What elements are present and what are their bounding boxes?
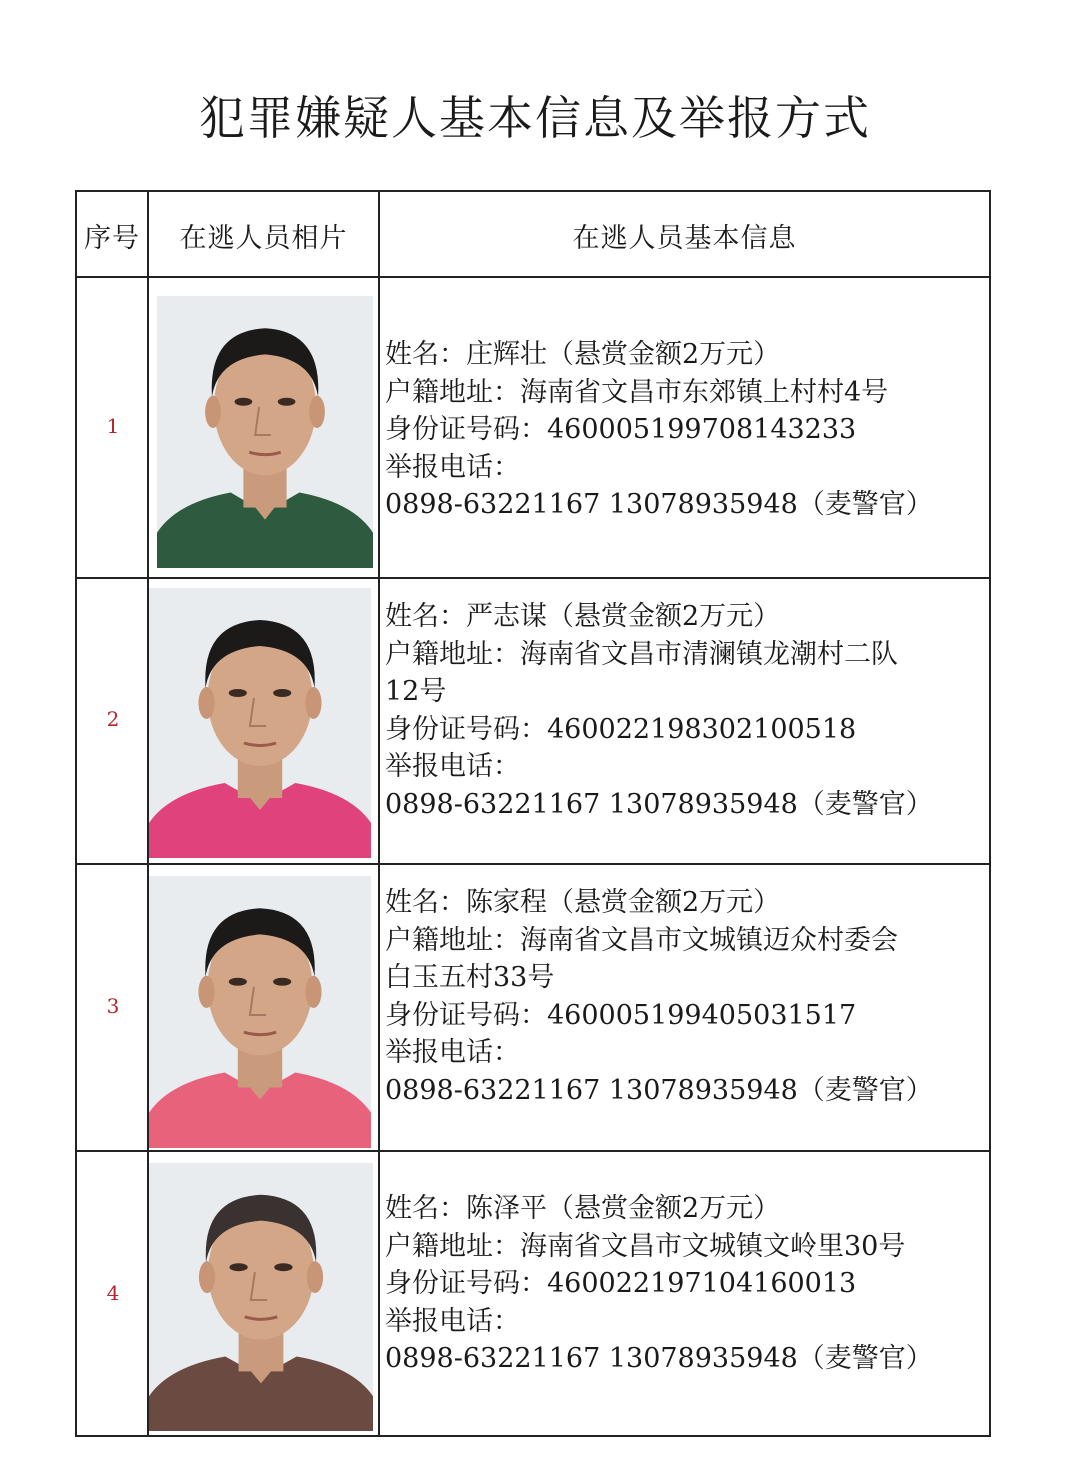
- address-line: 户籍地址：海南省文昌市东郊镇上村村4号: [385, 376, 889, 408]
- suspect-info: [385, 884, 933, 1110]
- id-number-line: 身份证号码：460005199708143233: [385, 414, 857, 446]
- address-line: 12号: [385, 676, 447, 708]
- suspect-table: [75, 190, 991, 1437]
- name-line: 姓名：陈泽平（悬赏金额2万元）: [385, 1193, 781, 1224]
- page-title: 犯罪嫌疑人基本信息及举报方式: [199, 91, 871, 145]
- address-line: 户籍地址：海南省文昌市清澜镇龙潮村二队: [385, 638, 898, 670]
- phone-label: 举报电话：: [385, 1305, 520, 1337]
- header-index: 序号: [84, 222, 140, 254]
- phone-label: 举报电话：: [385, 751, 520, 783]
- address-line: 白玉五村33号: [385, 962, 555, 994]
- header-photo: 在逃人员相片: [179, 222, 348, 254]
- address-line: 户籍地址：海南省文昌市文城镇迈众村委会: [385, 924, 898, 956]
- row-index: 2: [106, 707, 120, 731]
- suspect-photo: [149, 588, 371, 858]
- header-info: 在逃人员基本信息: [572, 222, 797, 254]
- suspect-info: [385, 336, 933, 524]
- phone-line: 0898-63221167 13078935948（麦警官）: [385, 788, 933, 820]
- name-line: 姓名：严志谋（悬赏金额2万元）: [385, 601, 781, 632]
- phone-label: 举报电话：: [385, 1037, 520, 1069]
- id-number-line: 身份证号码：460005199405031517: [385, 999, 857, 1031]
- row-divider: [77, 577, 989, 579]
- address-line: 户籍地址：海南省文昌市文城镇文岭里30号: [385, 1230, 906, 1262]
- phone-label: 举报电话：: [385, 451, 520, 483]
- name-line: 姓名：陈家程（悬赏金额2万元）: [385, 887, 781, 918]
- id-number-line: 身份证号码：460022198302100518: [385, 713, 857, 745]
- suspect-info: [385, 598, 933, 824]
- suspect-photo: [149, 876, 371, 1148]
- suspect-info: [385, 1190, 933, 1378]
- row-divider: [77, 863, 989, 865]
- row-divider: [77, 1150, 989, 1152]
- phone-line: 0898-63221167 13078935948（麦警官）: [385, 1074, 933, 1106]
- column-divider: [378, 192, 380, 1435]
- suspect-photo: [157, 296, 373, 568]
- suspect-photo: [149, 1163, 373, 1431]
- row-index: 4: [106, 1280, 120, 1305]
- name-line: 姓名：庄辉壮（悬赏金额2万元）: [385, 339, 781, 370]
- row-index: 1: [106, 413, 120, 438]
- phone-line: 0898-63221167 13078935948（麦警官）: [385, 489, 933, 521]
- row-index: 3: [106, 993, 120, 1018]
- phone-line: 0898-63221167 13078935948（麦警官）: [385, 1343, 933, 1375]
- id-number-line: 身份证号码：460022197104160013: [385, 1268, 857, 1300]
